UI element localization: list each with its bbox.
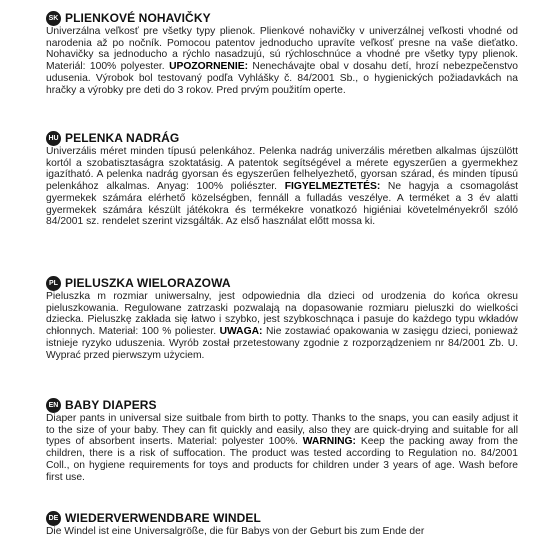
section-title: BABY DIAPERS <box>65 398 157 412</box>
section-body <box>46 146 518 228</box>
section-sk <box>46 10 518 96</box>
section-body <box>46 413 518 483</box>
warning-text: Ne hagyja a csomagolást gyermekek számára elérhető közelségben, fennáll a fulladás veszélye. A terméket a 3 év alatti gyermekek számára készült játékokra és termékekre vonatkozó higiéniai követelményekről szóló 84/2001 sz. rendelet szerint vizsgálták. Az első használat előtt mossa ki. <box>46 181 518 228</box>
section-body <box>46 291 518 361</box>
section-en <box>46 397 518 483</box>
body-text: Univerzális méret minden típusú pelenkához. Pelenka nadrág univerzális méretben alkalmas újszülött kortól a szobatisztaságra szoktatásig. A patentok segítségével a mérete egyszerűen a gyermekhez igazítható. A pelenka nadrág gyorsan és egyszerűen felhelyezhető, gyorsan szárad, és minden típusú pelenkához alkalmas. Anyag: 100% poliészter. <box>46 146 518 193</box>
section-title: PELENKA NADRÁG <box>65 131 180 145</box>
body-text: Pieluszka m rozmiar uniwersalny, jest odpowiednia dla dzieci od urodzenia do końca okresu pieluszkowania. Regulowane zatrzaski pozwalają na dopasowanie rozmiaru pieluszki do wielkości dziecka. Pieluszkę zakłada się łatwo i szybko, jest szybkoschnąca i pasuje do każdego typu wkładów chłonnych. Materiał: 100 % poliester. <box>46 291 518 338</box>
warning-text: Nie zostawiać opakowania w zasięgu dzieci, ponieważ istnieje ryzyko uduszenia. Wyrób został przetestowany zgodnie z rozporządzeniem nr 84/2001 Zb. U. Wyprać przed pierwszym użyciem. <box>46 326 518 361</box>
language-badge-icon: EN <box>46 398 61 413</box>
section-hu <box>46 130 518 228</box>
warning-label: WARNING: <box>302 436 356 448</box>
body-text: Diaper pants in universal size suitbale from birth to potty. Thanks to the snaps, you can easily adjust it to the size of your baby. They can fit quickly and easily, also they are quick-drying and suitable for all types of absorbent inserts. Material: polyester 100%. <box>46 413 518 448</box>
language-badge-icon: SK <box>46 11 61 26</box>
section-title: WIEDERVERWENDBARE WINDEL <box>65 511 261 525</box>
section-body <box>46 26 518 96</box>
section-title: PLIENKOVÉ NOHAVIČKY <box>65 11 211 25</box>
language-badge-icon: PL <box>46 276 61 291</box>
language-badge-icon: HU <box>46 131 61 146</box>
warning-text: Nenechávajte obal v dosahu detí, hrozí nebezpečenstvo udusenia. Výrobok bol testovaný podľa Vyhlášky č. 84/2001 Sb., o hygienických požiadavkách na hračky a výrobky pre deti do 3 rokov. Pred prvým použitím operte. <box>46 61 518 96</box>
warning-label: FIGYELMEZTETÉS: <box>284 181 381 193</box>
body-text: Univerzálna veľkosť pre všetky typy plienok. Plienkové nohavičky v univerzálnej veľkosti vhodné od narodenia až po nočník. Pomocou patentov jednoducho upravíte veľkosť presne na vaše dieťatko. Nohavičky sa jednoducho a rýchlo nasadzujú, sú rýchloschnúce a vhodné pre všetky typy plienok. Materiál: 100% polyester. <box>46 26 518 73</box>
section-heading <box>46 10 518 26</box>
section-de <box>46 510 518 538</box>
section-title: PIELUSZKA WIELORAZOWA <box>65 276 231 290</box>
warning-text: Keep the packing away from the children, there is a risk of suffocation. The product was tested according to Regulation no. 84/2001 Coll., on hygiene requirements for toys and products for children under 3 years of age. Wash before first use. <box>46 436 518 483</box>
section-body <box>46 526 518 538</box>
language-badge-icon: DE <box>46 511 61 526</box>
warning-label: UWAGA: <box>219 326 263 338</box>
section-heading <box>46 397 518 413</box>
section-pl <box>46 275 518 361</box>
section-heading <box>46 275 518 291</box>
body-text: Die Windel ist eine Universalgröße, die für Babys von der Geburt bis zum Ende der <box>46 526 425 537</box>
warning-label: UPOZORNENIE: <box>169 61 249 73</box>
section-heading <box>46 510 518 526</box>
section-heading <box>46 130 518 146</box>
